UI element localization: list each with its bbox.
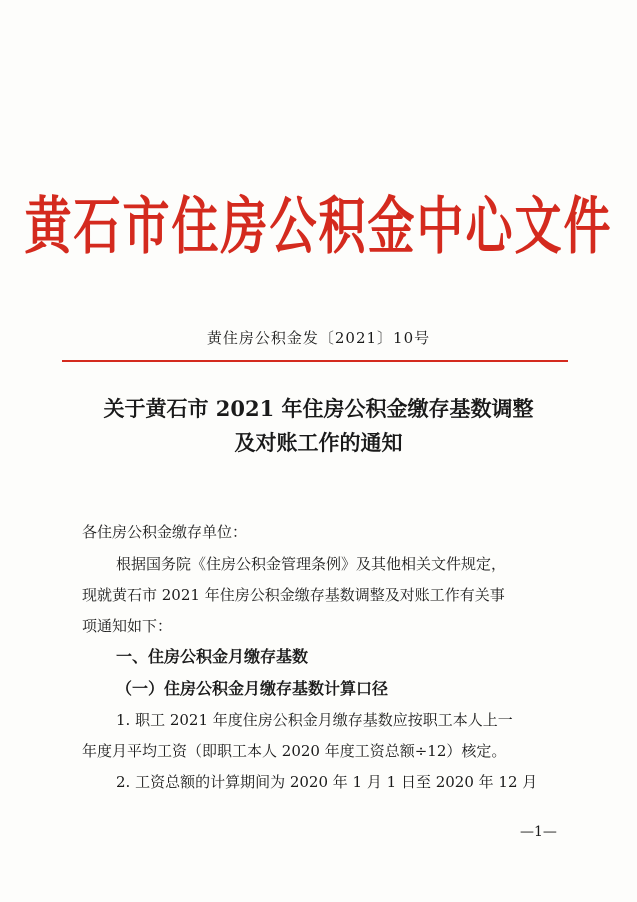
paragraph-1-line-3: 项通知如下： xyxy=(82,617,173,635)
title-line-2: 及对账工作的通知 xyxy=(234,430,403,455)
page-number: —1— xyxy=(520,824,557,840)
title-line-1: 关于黄石市 2021 年住房公积金缴存基数调整 xyxy=(103,396,534,421)
section-1-heading: 一、住房公积金月缴存基数 xyxy=(116,647,309,666)
paragraph-1-line-1: 根据国务院《住房公积金管理条例》及其他相关文件规定， xyxy=(116,555,507,573)
red-divider-line xyxy=(62,360,568,362)
subsection-1-heading: （一）住房公积金月缴存基数计算口径 xyxy=(116,679,389,698)
item-2-line-1: 2. 工资总额的计算期间为 2020 年 1 月 1 日至 2020 年 12 月 xyxy=(116,773,538,791)
item-1-line-1: 1. 职工 2021 年度住房公积金月缴存基数应按职工本人上一 xyxy=(116,711,513,729)
document-title xyxy=(40,392,597,460)
salutation: 各住房公积金缴存单位： xyxy=(82,523,248,541)
issuer-header: 黄石市住房公积金中心文件 xyxy=(24,190,613,264)
item-1-line-2: 年度月平均工资（即职工本人 2020 年度工资总额÷12）核定。 xyxy=(82,742,507,760)
paragraph-1-line-2: 现就黄石市 2021 年住房公积金缴存基数调整及对账工作有关事 xyxy=(82,586,505,604)
document-number: 黄住房公积金发〔2021〕10号 xyxy=(206,329,431,347)
